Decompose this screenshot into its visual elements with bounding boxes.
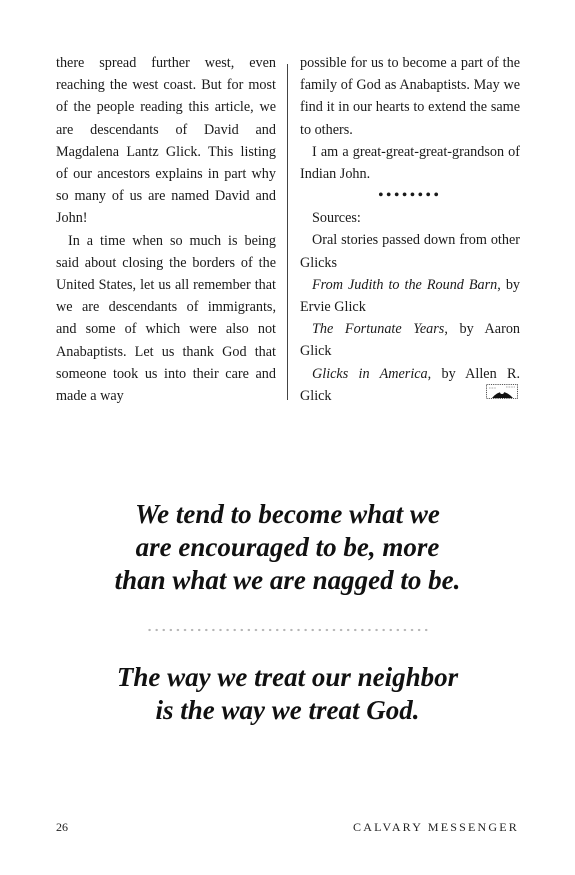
- article-column-right: [300, 52, 520, 407]
- source-item: [300, 274, 520, 318]
- end-of-article-icon: [486, 384, 518, 399]
- source-item: Oral stories passed down from other Glicks: [300, 232, 520, 271]
- paragraph: possible for us to become a part of the family of God as Anabaptists. May we find it in our hearts to extend the same to others.: [300, 55, 520, 138]
- source-title: Glicks in America: [312, 365, 428, 382]
- source-title: From Judith to the Round Barn: [312, 276, 498, 293]
- sources-label: Sources:: [312, 210, 361, 227]
- source-author: , by Ervie Glick: [300, 276, 521, 316]
- quote-line: The way we treat our neighbor: [116, 662, 459, 692]
- paragraph: In a time when so much is being said about closing the borders of the United States, let us all remember that we are descendants of immigrants, and some of which were also not Anabaptists. Let us thank God that someone took us into their care and made a way: [56, 232, 276, 405]
- paragraph: there spread further west, even reaching the west coast. But for most of the people reading this article, we are descendants of David and Magdalena Lantz Glick. This listing of our ancestors explains in part why so many of us are named David and John!: [56, 55, 276, 227]
- quote-line: We tend to become what we: [135, 499, 440, 529]
- source-author: , by Aaron Glick: [300, 321, 521, 360]
- quote-line: than what we are nagged to be.: [114, 565, 461, 595]
- paragraph: I am a great-great-great-grandson of Indian John.: [300, 143, 520, 183]
- section-separator: ••••••••: [378, 188, 442, 204]
- quote-line: is the way we treat God.: [155, 695, 420, 725]
- article-column-left: [56, 52, 276, 407]
- pull-quote: [0, 661, 575, 727]
- source-item: [300, 318, 520, 362]
- column-divider: [287, 64, 288, 400]
- pull-quote: [0, 498, 575, 597]
- source-title: The Fortunate Years: [312, 321, 445, 338]
- publication-name: CALVARY MESSENGER: [353, 820, 519, 834]
- dotted-divider: [146, 628, 430, 632]
- quote-line: are encouraged to be, more: [135, 532, 440, 562]
- page-number: 26: [56, 820, 68, 834]
- source-author: , by Allen R. Glick: [300, 365, 520, 404]
